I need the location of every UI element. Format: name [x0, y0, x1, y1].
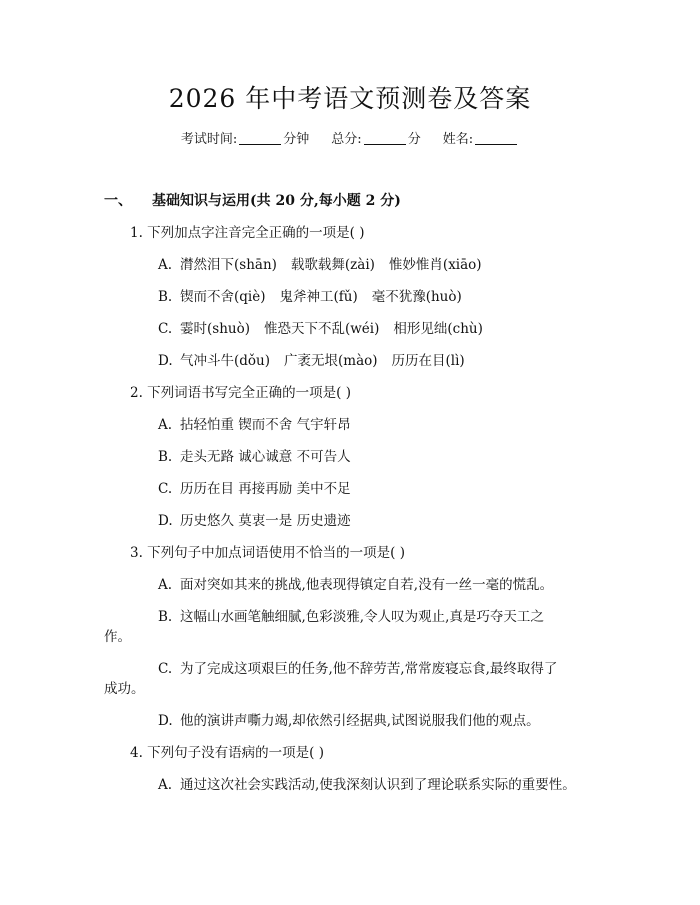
question-3-option-a: [158, 575, 553, 595]
option-item: 霎时(shuò): [180, 321, 250, 337]
option-text: 他的演讲声嘶力竭,却依然引经据典,试图说服我们他的观点。: [180, 713, 540, 729]
option-item: 气冲斗牛(dǒu): [180, 353, 270, 369]
time-blank: [239, 144, 281, 145]
exam-info-line: [0, 130, 700, 150]
question-3-stem: 3. 下列句子中加点词语使用不恰当的一项是( ): [130, 545, 405, 561]
option-item: 载歌载舞(zài): [290, 257, 375, 273]
name-label: 姓名:: [442, 132, 474, 147]
option-letter: B.: [158, 289, 173, 305]
name-blank: [475, 144, 517, 145]
score-label: 总分:: [331, 132, 362, 147]
question-2-stem: 2. 下列词语书写完全正确的一项是( ): [130, 385, 351, 401]
question-3-option-d: [158, 711, 540, 731]
option-item: 相形见绌(chù): [393, 321, 483, 337]
option-letter: D.: [158, 513, 173, 529]
question-3-option-c-continued: 成功。: [104, 681, 145, 697]
page-title: 2026 年中考语文预测卷及答案: [168, 84, 532, 113]
time-label: 考试时间:: [180, 132, 238, 147]
question-1-stem: 1. 下列加点字注音完全正确的一项是( ): [130, 225, 365, 241]
section-title: 基础知识与运用(共 20 分,每小题 2 分): [152, 193, 401, 209]
question-1-option-c: [158, 319, 483, 339]
question-3-option-b-continued: 作。: [104, 629, 131, 645]
question-1-option-b: [158, 287, 462, 307]
question-1-option-d: [158, 351, 465, 371]
section-heading: [104, 191, 401, 211]
question-4-option-a: [158, 775, 576, 795]
option-text: 通过这次社会实践活动,使我深刻认识到了理论联系实际的重要性。: [180, 777, 576, 793]
option-item: 广袤无垠(mào): [284, 353, 378, 369]
option-item: 鬼斧神工(fǔ): [279, 289, 358, 305]
option-text: 这幅山水画笔触细腻,色彩淡雅,令人叹为观止,真是巧夺天工之: [180, 609, 544, 625]
option-text: 历史悠久 莫衷一是 历史遗迹: [180, 513, 351, 529]
option-text: 拈轻怕重 锲而不舍 气宇轩昂: [180, 417, 351, 433]
option-letter: D.: [158, 353, 173, 369]
option-letter: B.: [158, 449, 173, 465]
option-letter: C.: [158, 321, 173, 337]
question-2-option-c: [158, 479, 351, 499]
option-item: 历历在目(lì): [391, 353, 465, 369]
option-text: 历历在目 再接再励 美中不足: [180, 481, 351, 497]
option-item: 锲而不舍(qiè): [180, 289, 266, 305]
time-unit: 分钟: [283, 132, 310, 147]
score-blank: [364, 144, 406, 145]
question-2-option-d: [158, 511, 351, 531]
option-item: 毫不犹豫(huò): [371, 289, 462, 305]
question-2-option-b: [158, 447, 351, 467]
option-item: 潸然泪下(shān): [180, 257, 277, 273]
option-letter: B.: [158, 609, 173, 625]
option-text: 走头无路 诚心诚意 不可告人: [180, 449, 351, 465]
question-1-option-a: [158, 255, 482, 275]
option-text: 为了完成这项艰巨的任务,他不辞劳苦,常常废寝忘食,最终取得了: [180, 661, 558, 677]
question-3-option-c: [158, 659, 557, 679]
question-4-stem: 4. 下列句子没有语病的一项是( ): [130, 745, 324, 761]
option-item: 惟恐天下不乱(wéi): [263, 321, 380, 337]
option-letter: A.: [158, 577, 173, 593]
option-item: 惟妙惟肖(xiāo): [388, 257, 482, 273]
question-3-option-b: [158, 607, 544, 627]
score-unit: 分: [407, 132, 421, 147]
option-letter: A.: [158, 257, 173, 273]
option-letter: A.: [158, 777, 173, 793]
option-letter: A.: [158, 417, 173, 433]
option-letter: D.: [158, 713, 173, 729]
question-2-option-a: [158, 415, 351, 435]
section-number: 一、: [104, 193, 132, 209]
option-letter: C.: [158, 661, 173, 677]
option-text: 面对突如其来的挑战,他表现得镇定自若,没有一丝一毫的慌乱。: [180, 577, 554, 593]
option-letter: C.: [158, 481, 173, 497]
